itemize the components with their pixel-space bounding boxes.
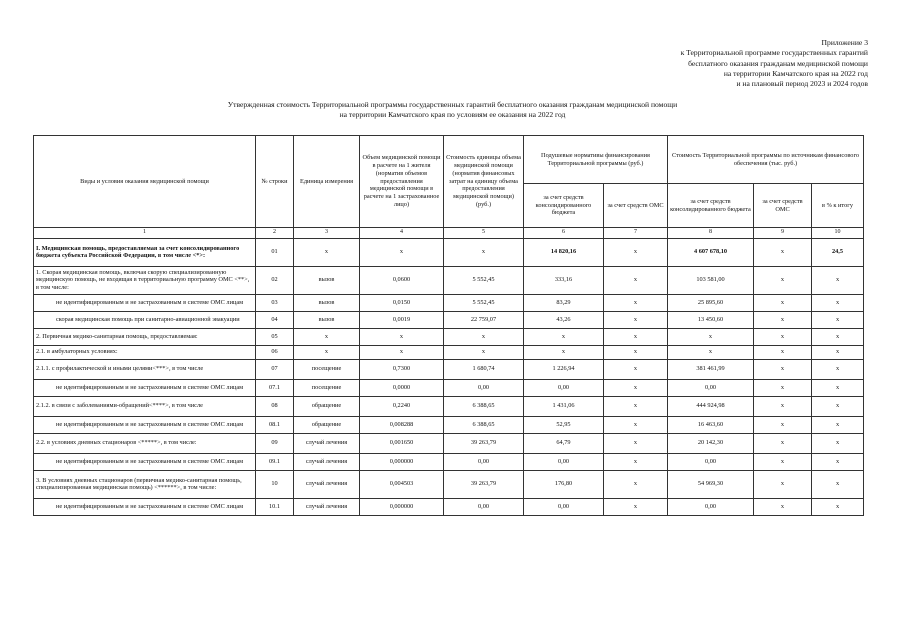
total-budget-cell: х [668, 345, 754, 359]
col-number: 1 [34, 228, 256, 239]
table-row [34, 328, 864, 345]
percent-cell: х [812, 498, 864, 515]
total-oms-cell: х [754, 416, 812, 433]
per-capita-oms-cell: х [604, 433, 668, 453]
row-number: 09.1 [256, 453, 294, 470]
total-budget-cell: х [668, 328, 754, 345]
appendix-line: Приложение 3 [821, 38, 868, 47]
row-number: 10 [256, 470, 294, 498]
unit-cell: х [294, 328, 360, 345]
title-line: Утвержденная стоимость Территориальной программы государственных гарантий бесплатного оказания гражданам медицинской помощи [227, 100, 678, 109]
unit-cell: случай лечения [294, 470, 360, 498]
total-oms-cell: х [754, 359, 812, 379]
per-capita-oms-cell: х [604, 345, 668, 359]
row-label: I. Медицинская помощь, предоставляемая за счет консолидированного бюджета субъекта Российской Федерации, в том числе <*>: [34, 238, 256, 266]
row-label: 2.1.1. с профилактической и иными целями<***>, в том числе [34, 359, 256, 379]
col-number: 6 [524, 228, 604, 239]
per-capita-budget-cell: 64,79 [524, 433, 604, 453]
percent-cell: х [812, 470, 864, 498]
total-budget-cell: 0,00 [668, 498, 754, 515]
row-label: не идентифицированным и не застрахованным в системе ОМС лицам [34, 294, 256, 311]
volume-cell: 0,0600 [360, 266, 444, 294]
per-capita-budget-cell: 14 820,16 [524, 238, 604, 266]
row-label: не идентифицированным и не застрахованным в системе ОМС лицам [34, 498, 256, 515]
appendix-line: и на плановый период 2023 и 2024 годов [736, 79, 868, 89]
row-number: 02 [256, 266, 294, 294]
appendix-line: на территории Камчатского края на 2022 год [723, 68, 868, 78]
per-capita-oms-cell: х [604, 328, 668, 345]
per-capita-oms-cell: х [604, 470, 668, 498]
total-oms-cell: х [754, 238, 812, 266]
total-budget-cell: 0,00 [668, 379, 754, 396]
row-number: 10.1 [256, 498, 294, 515]
per-capita-budget-cell: 1 431,06 [524, 396, 604, 416]
percent-cell: х [812, 359, 864, 379]
table-row [34, 416, 864, 433]
unit-cost-cell: 22 759,07 [444, 311, 524, 328]
volume-cell: 0,000000 [360, 498, 444, 515]
row-label: не идентифицированным и не застрахованным в системе ОМС лицам [34, 379, 256, 396]
unit-cell: посещение [294, 359, 360, 379]
cost-table [33, 135, 864, 516]
row-number: 03 [256, 294, 294, 311]
total-oms-cell: х [754, 379, 812, 396]
per-capita-oms-cell: х [604, 238, 668, 266]
unit-cost-cell: х [444, 328, 524, 345]
table-row [34, 470, 864, 498]
table-row [34, 359, 864, 379]
col-number: 10 [812, 228, 864, 239]
col-number: 5 [444, 228, 524, 239]
percent-cell: х [812, 266, 864, 294]
unit-cell: х [294, 238, 360, 266]
row-number: 08.1 [256, 416, 294, 433]
percent-cell: х [812, 294, 864, 311]
col-number: 4 [360, 228, 444, 239]
col-number: 9 [754, 228, 812, 239]
total-budget-cell: 381 461,99 [668, 359, 754, 379]
percent-cell: 24,5 [812, 238, 864, 266]
total-oms-cell: х [754, 498, 812, 515]
header-total-cost: Стоимость Территориальной программы по источникам финансового обеспечения (тыс. руб.) [668, 136, 864, 184]
unit-cost-cell: х [444, 238, 524, 266]
total-budget-cell: 444 924,98 [668, 396, 754, 416]
unit-cost-cell: 5 552,45 [444, 266, 524, 294]
volume-cell: 0,2240 [360, 396, 444, 416]
percent-cell: х [812, 433, 864, 453]
col-number: 3 [294, 228, 360, 239]
total-oms-cell: х [754, 433, 812, 453]
total-budget-cell: 25 895,60 [668, 294, 754, 311]
total-oms-cell: х [754, 266, 812, 294]
total-oms-cell: х [754, 470, 812, 498]
total-oms-cell: х [754, 345, 812, 359]
header-per-capita-budget: за счет средств консолидированного бюджета [524, 184, 604, 228]
per-capita-oms-cell: х [604, 396, 668, 416]
row-number: 01 [256, 238, 294, 266]
per-capita-budget-cell: 176,80 [524, 470, 604, 498]
row-label: 2. Первичная медико-санитарная помощь, предоставляемая: [34, 328, 256, 345]
header-volume: Объем медицинской помощи в расчете на 1 жителя (норматив объемов предоставления медицинской помощи в расчете на 1 застрахованное лицо) [360, 136, 444, 228]
unit-cell: вызов [294, 266, 360, 294]
percent-cell: х [812, 328, 864, 345]
document-title [0, 100, 905, 121]
unit-cost-cell: 39 263,79 [444, 433, 524, 453]
total-budget-cell: 13 450,60 [668, 311, 754, 328]
row-number: 08 [256, 396, 294, 416]
per-capita-budget-cell: 0,00 [524, 453, 604, 470]
table-row [34, 294, 864, 311]
total-budget-cell: 4 607 678,10 [668, 238, 754, 266]
table-row [34, 453, 864, 470]
volume-cell: 0,008288 [360, 416, 444, 433]
table-row [34, 498, 864, 515]
unit-cell: вызов [294, 311, 360, 328]
total-budget-cell: 103 581,00 [668, 266, 754, 294]
volume-cell: 0,0150 [360, 294, 444, 311]
row-label: 2.1.2. в связи с заболеваниями-обращений<****>, в том числе [34, 396, 256, 416]
unit-cost-cell: 6 388,65 [444, 416, 524, 433]
row-label: не идентифицированным и не застрахованным в системе ОМС лицам [34, 416, 256, 433]
per-capita-budget-cell: 0,00 [524, 379, 604, 396]
row-label: скорая медицинская помощь при санитарно-авиационной эвакуации [34, 311, 256, 328]
per-capita-budget-cell: 52,95 [524, 416, 604, 433]
volume-cell: х [360, 328, 444, 345]
table-row [34, 345, 864, 359]
unit-cost-cell: 5 552,45 [444, 294, 524, 311]
volume-cell: 0,000000 [360, 453, 444, 470]
table-row [34, 396, 864, 416]
per-capita-oms-cell: х [604, 498, 668, 515]
row-number: 09 [256, 433, 294, 453]
row-number: 05 [256, 328, 294, 345]
header-row-no: № строки [256, 136, 294, 228]
row-number: 07.1 [256, 379, 294, 396]
unit-cell: обращение [294, 416, 360, 433]
total-budget-cell: 54 969,30 [668, 470, 754, 498]
volume-cell: х [360, 345, 444, 359]
total-budget-cell: 20 142,30 [668, 433, 754, 453]
header-cost-unit: Стоимость единицы объема медицинской помощи (норматив финансовых затрат на единицу объема предоставления медицинской помощи) (руб.) [444, 136, 524, 228]
volume-cell: 0,0000 [360, 379, 444, 396]
per-capita-budget-cell: х [524, 345, 604, 359]
header-unit: Единица измерения [294, 136, 360, 228]
unit-cost-cell: 39 263,79 [444, 470, 524, 498]
appendix-header [568, 38, 868, 89]
per-capita-budget-cell: 83,29 [524, 294, 604, 311]
per-capita-budget-cell: 1 226,94 [524, 359, 604, 379]
per-capita-oms-cell: х [604, 379, 668, 396]
total-budget-cell: 0,00 [668, 453, 754, 470]
unit-cost-cell: 0,00 [444, 379, 524, 396]
unit-cell: вызов [294, 294, 360, 311]
volume-cell: 0,0019 [360, 311, 444, 328]
header-kind: Виды и условия оказания медицинской помощи [34, 136, 256, 228]
total-oms-cell: х [754, 294, 812, 311]
unit-cost-cell: 1 680,74 [444, 359, 524, 379]
unit-cost-cell: 6 388,65 [444, 396, 524, 416]
column-numbers-row [34, 228, 864, 239]
row-label: 1. Скорая медицинская помощь, включая скорую специализированную медицинскую помощь, не входящая в территориальную программу ОМС <**>, в том числе: [34, 266, 256, 294]
row-number: 07 [256, 359, 294, 379]
total-oms-cell: х [754, 396, 812, 416]
col-number: 7 [604, 228, 668, 239]
percent-cell: х [812, 379, 864, 396]
unit-cell: х [294, 345, 360, 359]
percent-cell: х [812, 345, 864, 359]
row-number: 06 [256, 345, 294, 359]
row-label: 2.2. в условиях дневных стационаров <*****>, в том числе: [34, 433, 256, 453]
total-oms-cell: х [754, 311, 812, 328]
per-capita-oms-cell: х [604, 359, 668, 379]
unit-cell: случай лечения [294, 433, 360, 453]
row-label: 2.1. в амбулаторных условиях: [34, 345, 256, 359]
header-row [34, 136, 864, 184]
table-row [34, 266, 864, 294]
total-budget-cell: 16 463,60 [668, 416, 754, 433]
total-oms-cell: х [754, 328, 812, 345]
per-capita-oms-cell: х [604, 311, 668, 328]
table-row [34, 433, 864, 453]
per-capita-oms-cell: х [604, 416, 668, 433]
percent-cell: х [812, 311, 864, 328]
header-total-budget: за счет средств консолидированного бюджета [668, 184, 754, 228]
per-capita-budget-cell: 43,26 [524, 311, 604, 328]
header-total-oms: за счет средств ОМС [754, 184, 812, 228]
percent-cell: х [812, 453, 864, 470]
per-capita-budget-cell: 333,16 [524, 266, 604, 294]
volume-cell: х [360, 238, 444, 266]
unit-cost-cell: х [444, 345, 524, 359]
unit-cell: случай лечения [294, 498, 360, 515]
per-capita-budget-cell: х [524, 328, 604, 345]
unit-cost-cell: 0,00 [444, 453, 524, 470]
table-row [34, 238, 864, 266]
unit-cell: посещение [294, 379, 360, 396]
table-row [34, 311, 864, 328]
volume-cell: 0,004503 [360, 470, 444, 498]
col-number: 8 [668, 228, 754, 239]
total-oms-cell: х [754, 453, 812, 470]
header-pct: в % к итогу [812, 184, 864, 228]
unit-cell: обращение [294, 396, 360, 416]
volume-cell: 0,7300 [360, 359, 444, 379]
volume-cell: 0,001650 [360, 433, 444, 453]
row-label: 3. В условиях дневных стационаров (первичная медико-санитарная помощь, специализированная медицинская помощь) <******>, в том числе: [34, 470, 256, 498]
row-number: 04 [256, 311, 294, 328]
header-per-capita: Подушевые нормативы финансирования Территориальной программы (руб.) [524, 136, 668, 184]
row-label: не идентифицированным и не застрахованным в системе ОМС лицам [34, 453, 256, 470]
per-capita-budget-cell: 0,00 [524, 498, 604, 515]
col-number: 2 [256, 228, 294, 239]
header-per-capita-oms: за счет средств ОМС [604, 184, 668, 228]
per-capita-oms-cell: х [604, 266, 668, 294]
table-row [34, 379, 864, 396]
percent-cell: х [812, 396, 864, 416]
per-capita-oms-cell: х [604, 453, 668, 470]
title-line: на территории Камчатского края по условиям ее оказания на 2022 год [339, 110, 566, 120]
appendix-line: бесплатного оказания гражданам медицинской помощи [688, 58, 868, 68]
unit-cost-cell: 0,00 [444, 498, 524, 515]
per-capita-oms-cell: х [604, 294, 668, 311]
appendix-line: к Территориальной программе государственных гарантий [680, 48, 868, 58]
percent-cell: х [812, 416, 864, 433]
unit-cell: случай лечения [294, 453, 360, 470]
